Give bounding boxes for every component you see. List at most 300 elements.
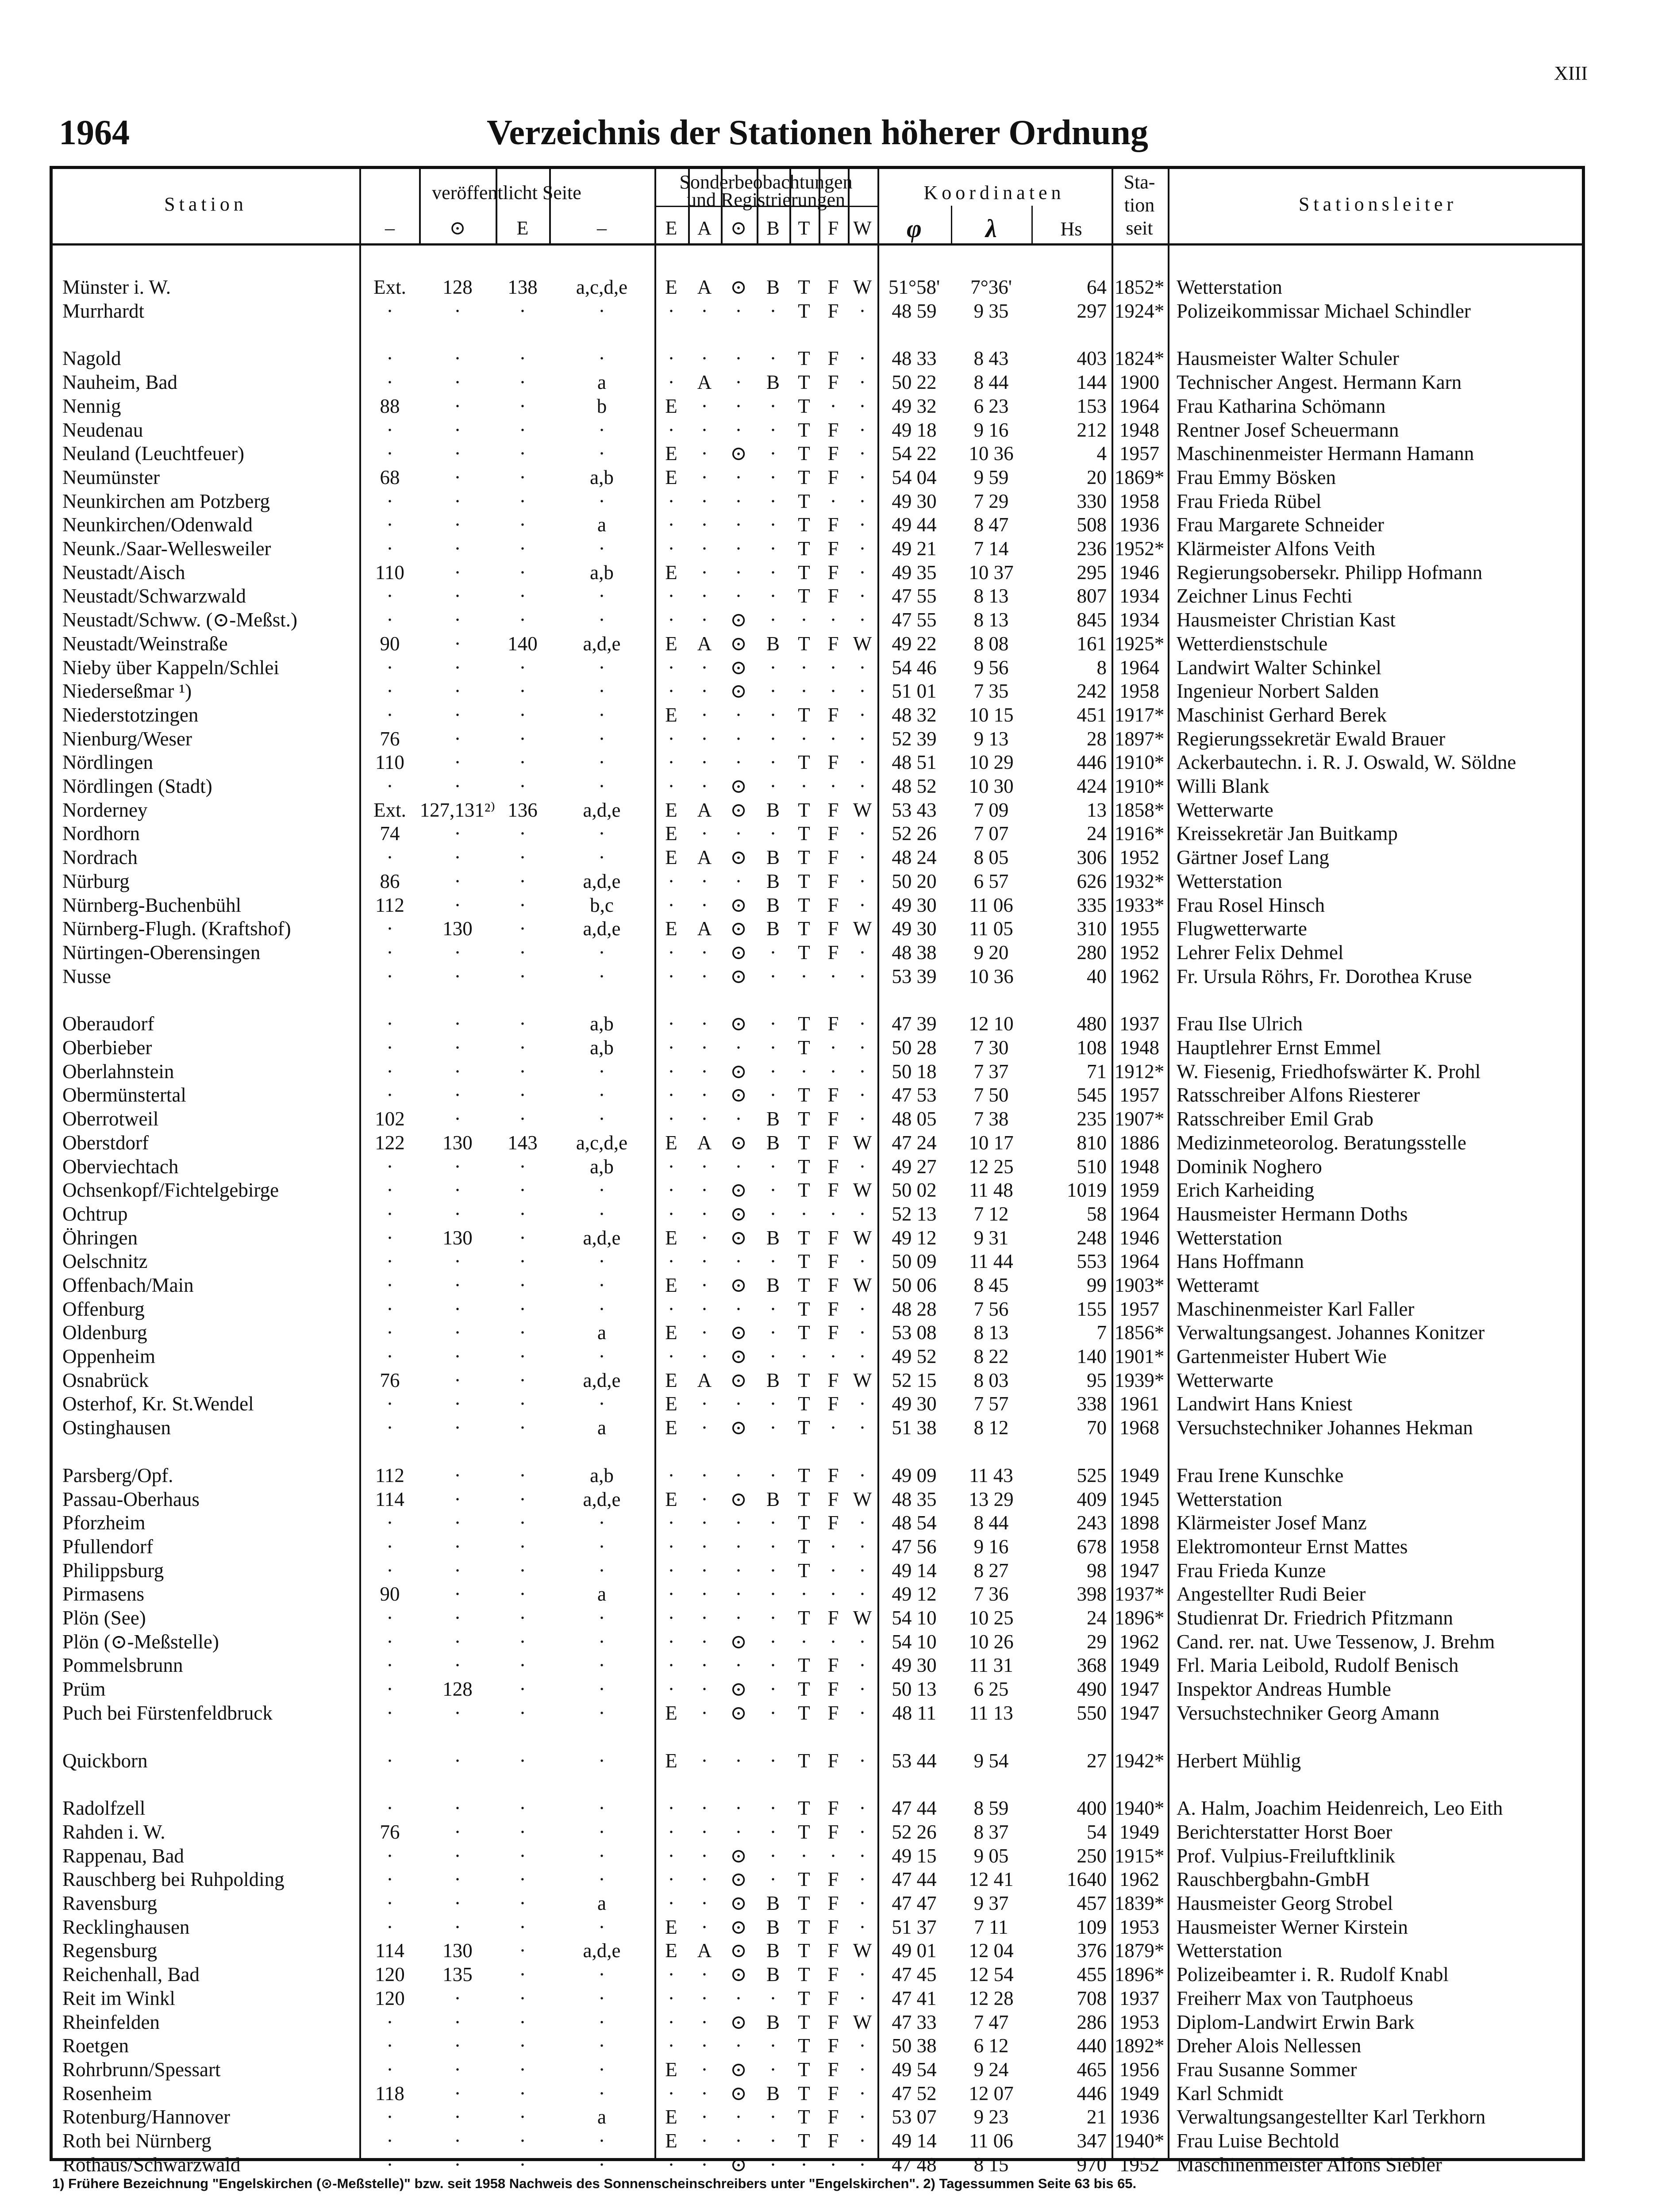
cell-pub-e: · <box>519 1559 526 1582</box>
cell-pub-general: 76 <box>380 1369 400 1391</box>
cell-station-name: Obermünstertal <box>62 1084 186 1106</box>
cell-pub-sun: · <box>454 1868 461 1890</box>
cell-pub-sun: · <box>454 1084 461 1106</box>
cell-elevation: 398 <box>1077 1583 1107 1605</box>
cell-obs-sun: · <box>735 2130 742 2152</box>
cell-elevation: 845 <box>1077 609 1107 631</box>
table-row <box>53 941 1582 964</box>
cell-obs-w: · <box>859 1203 866 1225</box>
cell-elevation: 40 <box>1087 965 1107 987</box>
cell-obs-a: · <box>701 2154 708 2176</box>
cell-pub-other: · <box>598 1060 605 1083</box>
cell-longitude: 11 31 <box>969 1654 1013 1676</box>
header-coords: Koordinaten <box>923 182 1065 204</box>
cell-obs-sun: · <box>735 1559 742 1582</box>
cell-obs-f: F <box>827 1987 839 2009</box>
cell-obs-t: T <box>798 538 810 560</box>
cell-obs-f: F <box>827 1702 839 1724</box>
cell-latitude: 54 10 <box>892 1631 937 1653</box>
cell-pub-e: · <box>519 846 526 868</box>
cell-obs-a: · <box>701 300 708 322</box>
cell-station-name: Nürnberg-Buchenbühl <box>62 894 242 916</box>
cell-pub-sun: · <box>454 2106 461 2128</box>
cell-elevation: 13 <box>1087 799 1107 821</box>
cell-obs-a: · <box>701 2130 708 2152</box>
cell-pub-other: a,b <box>590 1156 614 1178</box>
cell-pub-sun: · <box>454 1037 461 1059</box>
cell-obs-f: F <box>827 799 839 821</box>
cell-latitude: 49 14 <box>892 1559 937 1582</box>
cell-pub-sun: · <box>454 2011 461 2033</box>
cell-pub-e: · <box>519 442 526 465</box>
cell-pub-other: · <box>598 1963 605 1985</box>
cell-pub-e: · <box>519 751 526 773</box>
cell-obs-sun: · <box>735 1250 742 1272</box>
cell-obs-b: · <box>769 1060 777 1083</box>
cell-longitude: 9 59 <box>973 466 1009 488</box>
cell-longitude: 10 15 <box>969 704 1014 726</box>
cell-pub-sun: · <box>454 1156 461 1178</box>
cell-obs-b: · <box>769 1797 777 1819</box>
cell-pub-other: · <box>598 1559 605 1582</box>
cell-station-leader: Versuchstechniker Georg Amann <box>1177 1702 1440 1724</box>
cell-pub-sun: · <box>454 1417 461 1439</box>
cell-obs-b: · <box>769 585 777 607</box>
cell-obs-w: · <box>859 585 866 607</box>
cell-pub-e: · <box>519 1156 526 1178</box>
cell-pub-sun: · <box>454 347 461 369</box>
cell-obs-b: B <box>766 2011 780 2033</box>
cell-station-name: Nordrach <box>62 846 138 868</box>
cell-station-name: Nusse <box>62 965 111 987</box>
cell-obs-w: · <box>859 1060 866 1083</box>
cell-pub-sun: · <box>454 1821 461 1843</box>
cell-obs-f: · <box>830 1060 837 1083</box>
cell-longitude: 12 04 <box>969 1939 1014 1962</box>
cell-obs-b: · <box>769 490 777 512</box>
cell-pub-other: · <box>598 1678 605 1700</box>
cell-latitude: 48 54 <box>892 1512 937 1534</box>
cell-obs-b: · <box>769 1345 777 1367</box>
cell-obs-w: · <box>859 1583 866 1605</box>
cell-longitude: 8 47 <box>973 514 1009 536</box>
cell-pub-e: · <box>519 1013 526 1035</box>
cell-latitude: 47 47 <box>892 1892 937 1914</box>
cell-obs-b: B <box>766 1108 780 1130</box>
table-row <box>53 608 1582 632</box>
cell-obs-e: · <box>668 1607 675 1629</box>
cell-station-leader: Wetterstation <box>1177 870 1282 892</box>
cell-since-year: 1937 <box>1119 1987 1159 2009</box>
cell-obs-b: · <box>769 395 777 417</box>
cell-station-leader: Hausmeister Georg Strobel <box>1177 1892 1393 1914</box>
cell-obs-w: · <box>859 1559 866 1582</box>
cell-obs-t: · <box>800 775 808 797</box>
cell-pub-general: 110 <box>375 561 404 584</box>
cell-obs-e: · <box>668 1845 675 1867</box>
cell-pub-general: · <box>386 585 393 607</box>
cell-pub-sun: · <box>454 1369 461 1391</box>
cell-latitude: 54 46 <box>892 657 937 679</box>
cell-obs-sun: · <box>735 1464 742 1486</box>
cell-station-leader: Diplom-Landwirt Erwin Bark <box>1177 2011 1415 2033</box>
cell-pub-e: · <box>519 2011 526 2033</box>
cell-obs-t: T <box>798 1916 810 1938</box>
cell-obs-b: · <box>769 1702 777 1724</box>
cell-pub-general: Ext. <box>373 799 406 821</box>
cell-obs-b: B <box>766 1274 780 1296</box>
cell-station-name: Öhringen <box>62 1227 138 1249</box>
cell-obs-e: · <box>668 419 675 441</box>
cell-obs-a: · <box>701 514 708 536</box>
cell-obs-sun: ⊙ <box>730 799 747 821</box>
cell-station-leader: Maschinenmeister Alfons Siebler <box>1177 2154 1442 2176</box>
cell-since-year: 1940* <box>1114 1797 1165 1819</box>
cell-pub-e: · <box>519 1060 526 1083</box>
cell-longitude: 6 25 <box>973 1678 1009 1700</box>
table-row <box>53 750 1582 774</box>
cell-longitude: 8 13 <box>973 1321 1009 1344</box>
cell-obs-f: · <box>830 1631 837 1653</box>
cell-obs-w: · <box>859 347 866 369</box>
cell-obs-w: · <box>859 751 866 773</box>
cell-elevation: 155 <box>1077 1298 1107 1320</box>
cell-obs-sun: · <box>735 1037 742 1059</box>
cell-obs-a: A <box>697 918 712 940</box>
cell-pub-sun: 128 <box>442 276 473 298</box>
cell-obs-f: F <box>827 1156 839 1178</box>
cell-obs-w: · <box>859 680 866 702</box>
cell-station-leader: Frau Emmy Bösken <box>1177 466 1336 488</box>
cell-obs-e: · <box>668 371 675 393</box>
cell-obs-f: F <box>827 1868 839 1890</box>
cell-longitude: 10 36 <box>969 442 1014 465</box>
cell-obs-e: E <box>665 799 677 821</box>
coord-subdivider <box>951 206 952 243</box>
cell-obs-b: · <box>769 1583 777 1605</box>
cell-station-leader: Wetterstation <box>1177 1488 1282 1510</box>
cell-obs-sun: ⊙ <box>730 1345 747 1367</box>
cell-obs-a: · <box>701 442 708 465</box>
cell-obs-sun: · <box>735 2106 742 2128</box>
cell-obs-b: · <box>769 1607 777 1629</box>
cell-obs-e: E <box>665 704 677 726</box>
cell-pub-general: · <box>386 775 393 797</box>
cell-pub-sun: · <box>454 1631 461 1653</box>
cell-obs-f: F <box>827 1750 839 1772</box>
cell-obs-w: · <box>859 1678 866 1700</box>
cell-obs-t: T <box>798 1321 810 1344</box>
cell-obs-f: F <box>827 371 839 393</box>
cell-since-year: 1959 <box>1119 1179 1159 1201</box>
cell-obs-b: · <box>769 1512 777 1534</box>
cell-longitude: 9 23 <box>973 2106 1009 2128</box>
table-row <box>53 774 1582 798</box>
cell-elevation: 153 <box>1077 395 1107 417</box>
cell-obs-e: · <box>668 1108 675 1130</box>
cell-pub-other: · <box>598 490 605 512</box>
cell-pub-general: Ext. <box>373 276 406 298</box>
cell-station-name: Roth bei Nürnberg <box>62 2130 212 2152</box>
cell-latitude: 53 08 <box>892 1321 937 1344</box>
cell-pub-general: · <box>386 1203 393 1225</box>
table-row <box>53 537 1582 561</box>
cell-latitude: 53 44 <box>892 1750 937 1772</box>
cell-since-year: 1956 <box>1119 2058 1159 2081</box>
cell-station-name: Nürburg <box>62 870 130 892</box>
cell-obs-a: · <box>701 1559 708 1582</box>
cell-obs-t: · <box>800 1631 808 1653</box>
cell-obs-b: · <box>769 1678 777 1700</box>
cell-pub-general: 122 <box>375 1132 405 1154</box>
table-row <box>53 1321 1582 1344</box>
cell-pub-sun: · <box>454 870 461 892</box>
table-row <box>53 346 1582 370</box>
cell-obs-e: E <box>665 1750 677 1772</box>
cell-obs-sun: ⊙ <box>730 1845 747 1867</box>
cell-elevation: 490 <box>1077 1678 1107 1700</box>
table-row <box>53 1511 1582 1535</box>
cell-obs-a: · <box>701 965 708 987</box>
cell-obs-f: F <box>827 2058 839 2081</box>
cell-pub-general: · <box>386 490 393 512</box>
cell-obs-sun: · <box>735 822 742 845</box>
cell-obs-f: F <box>827 1654 839 1676</box>
cell-pub-other: · <box>598 1987 605 2009</box>
cell-elevation: 424 <box>1077 775 1107 797</box>
cell-pub-sun: · <box>454 371 461 393</box>
cell-pub-sun: · <box>454 442 461 465</box>
cell-latitude: 50 22 <box>892 371 937 393</box>
cell-obs-w: · <box>859 561 866 584</box>
cell-pub-other: · <box>598 2011 605 2033</box>
cell-obs-b: · <box>769 1179 777 1201</box>
cell-obs-b: · <box>769 1821 777 1843</box>
cell-obs-f: F <box>827 1321 839 1344</box>
cell-pub-e: · <box>519 1631 526 1653</box>
cell-pub-other: · <box>598 2082 605 2104</box>
table-row <box>53 513 1582 537</box>
cell-pub-e: · <box>519 2130 526 2152</box>
cell-longitude: 6 12 <box>973 2035 1009 2057</box>
cell-pub-sun: · <box>454 633 461 655</box>
cell-obs-t: T <box>798 822 810 845</box>
cell-obs-e: E <box>665 1488 677 1510</box>
cell-since-year: 1952 <box>1119 2154 1159 2176</box>
cell-obs-b: · <box>769 1559 777 1582</box>
cell-obs-sun: · <box>735 1393 742 1415</box>
header-special-2: und Registrierungen <box>686 189 846 211</box>
cell-since-year: 1953 <box>1119 2011 1159 2033</box>
cell-station-leader: Landwirt Walter Schinkel <box>1177 657 1381 679</box>
cell-latitude: 47 44 <box>892 1797 937 1819</box>
cell-obs-f: · <box>830 1559 837 1582</box>
cell-station-name: Münster i. W. <box>62 276 171 298</box>
cell-station-leader: Cand. rer. nat. Uwe Tessenow, J. Brehm <box>1177 1631 1495 1653</box>
cell-station-leader: Inspektor Andreas Humble <box>1177 1678 1391 1700</box>
cell-latitude: 47 53 <box>892 1084 937 1106</box>
cell-since-year: 1892* <box>1114 2035 1165 2057</box>
cell-pub-general: · <box>386 1037 393 1059</box>
cell-obs-a: · <box>701 1274 708 1296</box>
cell-since-year: 1958 <box>1119 1536 1159 1558</box>
cell-obs-a: A <box>697 1939 712 1962</box>
cell-obs-t: T <box>798 1821 810 1843</box>
cell-obs-sun: ⊙ <box>730 1132 747 1154</box>
header-special-1: Sonderbeobachtungen <box>679 171 853 193</box>
cell-pub-sun: · <box>454 300 461 322</box>
cell-station-name: Radolfzell <box>62 1797 146 1819</box>
cell-station-name: Neustadt/Schww. (⊙-Meßst.) <box>62 609 297 631</box>
cell-pub-e: · <box>519 1963 526 1985</box>
cell-obs-b: B <box>766 1488 780 1510</box>
cell-obs-w: · <box>859 2035 866 2057</box>
header-sp-w: W <box>853 217 872 239</box>
cell-elevation: 306 <box>1077 846 1107 868</box>
cell-obs-w: · <box>859 1963 866 1985</box>
cell-since-year: 1934 <box>1119 585 1159 607</box>
table-row <box>53 1986 1582 2010</box>
cell-obs-t: T <box>798 2130 810 2152</box>
cell-station-name: Reit im Winkl <box>62 1987 175 2009</box>
cell-pub-sun: · <box>454 1060 461 1083</box>
page-title: Verzeichnis der Stationen höherer Ordnung <box>487 113 1148 152</box>
table-row <box>53 418 1582 442</box>
cell-station-leader: Angestellter Rudi Beier <box>1177 1583 1366 1605</box>
cell-latitude: 48 51 <box>892 751 937 773</box>
cell-longitude: 8 05 <box>973 846 1009 868</box>
cell-station-leader: Dominik Noghero <box>1177 1156 1322 1178</box>
cell-obs-e: · <box>668 1250 675 1272</box>
cell-station-name: Oberbieber <box>62 1037 152 1059</box>
cell-obs-t: T <box>798 1250 810 1272</box>
cell-since-year: 1897* <box>1114 728 1165 750</box>
cell-pub-e: · <box>519 1797 526 1819</box>
cell-obs-e: E <box>665 822 677 845</box>
cell-latitude: 47 55 <box>892 585 937 607</box>
cell-obs-b: · <box>769 728 777 750</box>
cell-since-year: 1907* <box>1114 1108 1165 1130</box>
cell-pub-other: a,d,e <box>583 1939 621 1962</box>
cell-elevation: 347 <box>1077 2130 1107 2152</box>
cell-obs-a: · <box>701 1156 708 1178</box>
cell-station-leader: Berichterstatter Horst Boer <box>1177 1821 1392 1843</box>
cell-pub-sun: · <box>454 2154 461 2176</box>
cell-obs-t: · <box>800 680 808 702</box>
cell-pub-general: · <box>386 1702 393 1724</box>
cell-station-leader: Erich Karheiding <box>1177 1179 1315 1201</box>
cell-pub-other: a,d,e <box>583 1369 621 1391</box>
cell-elevation: 553 <box>1077 1250 1107 1272</box>
cell-pub-other: · <box>598 300 605 322</box>
table-row <box>53 703 1582 727</box>
cell-obs-t: · <box>800 728 808 750</box>
cell-station-name: Neunkirchen am Potzberg <box>62 490 270 512</box>
cell-pub-e: · <box>519 1488 526 1510</box>
cell-longitude: 8 59 <box>973 1797 1009 1819</box>
cell-station-leader: Polizeikommissar Michael Schindler <box>1177 300 1471 322</box>
cell-elevation: 8 <box>1096 657 1107 679</box>
cell-longitude: 9 37 <box>973 1892 1009 1914</box>
cell-latitude: 52 39 <box>892 728 937 750</box>
cell-pub-other: · <box>598 442 605 465</box>
cell-latitude: 51 37 <box>892 1916 937 1938</box>
cell-pub-general: · <box>386 1250 393 1272</box>
cell-station-name: Ravensburg <box>62 1892 158 1914</box>
cell-since-year: 1953 <box>1119 1916 1159 1938</box>
cell-since-year: 1962 <box>1119 1868 1159 1890</box>
cell-obs-b: B <box>766 1132 780 1154</box>
cell-longitude: 8 44 <box>973 1512 1009 1534</box>
cell-latitude: 53 07 <box>892 2106 937 2128</box>
cell-obs-e: E <box>665 846 677 868</box>
cell-obs-f: · <box>830 775 837 797</box>
cell-since-year: 1937 <box>1119 1013 1159 1035</box>
cell-obs-b: · <box>769 561 777 584</box>
cell-obs-b: · <box>769 442 777 465</box>
cell-obs-w: · <box>859 1108 866 1130</box>
cell-pub-e: 143 <box>508 1132 538 1154</box>
cell-obs-t: T <box>798 1179 810 1201</box>
cell-since-year: 1852* <box>1114 276 1165 298</box>
cell-latitude: 47 55 <box>892 609 937 631</box>
cell-station-leader: Frau Frieda Rübel <box>1177 490 1322 512</box>
table-row <box>53 370 1582 394</box>
cell-station-leader: W. Fiesenig, Friedhofswärter K. Prohl <box>1177 1060 1481 1083</box>
cell-obs-b: · <box>769 1464 777 1486</box>
cell-latitude: 52 26 <box>892 1821 937 1843</box>
cell-pub-general: · <box>386 1845 393 1867</box>
cell-longitude: 9 35 <box>973 300 1009 322</box>
cell-obs-w: · <box>859 846 866 868</box>
cell-since-year: 1964 <box>1119 395 1159 417</box>
cell-pub-sun: · <box>454 1250 461 1272</box>
cell-longitude: 12 41 <box>969 1868 1014 1890</box>
cell-elevation: 510 <box>1077 1156 1107 1178</box>
cell-latitude: 52 15 <box>892 1369 937 1391</box>
cell-latitude: 49 35 <box>892 561 937 584</box>
cell-obs-a: A <box>697 371 712 393</box>
cell-pub-sun: 130 <box>442 1939 473 1962</box>
cell-obs-f: F <box>827 2011 839 2033</box>
cell-obs-w: · <box>859 1797 866 1819</box>
cell-elevation: 400 <box>1077 1797 1107 1819</box>
cell-longitude: 11 13 <box>969 1702 1013 1724</box>
cell-obs-b: · <box>769 609 777 631</box>
pub-subdivider <box>419 169 421 243</box>
cell-pub-general: · <box>386 1750 393 1772</box>
coord-subdivider <box>1031 206 1033 243</box>
cell-pub-e: · <box>519 941 526 964</box>
cell-obs-sun: · <box>735 1583 742 1605</box>
cell-obs-e: · <box>668 1298 675 1320</box>
cell-obs-a: · <box>701 466 708 488</box>
cell-pub-e: · <box>519 2082 526 2104</box>
cell-latitude: 49 18 <box>892 419 937 441</box>
cell-obs-f: F <box>827 300 839 322</box>
cell-obs-w: W <box>853 1369 872 1391</box>
cell-station-leader: Landwirt Hans Kniest <box>1177 1393 1353 1415</box>
cell-station-name: Pirmasens <box>62 1583 144 1605</box>
cell-station-leader: Verwaltungsangest. Johannes Konitzer <box>1177 1321 1485 1344</box>
cell-latitude: 54 04 <box>892 466 937 488</box>
cell-obs-t: T <box>798 347 810 369</box>
cell-elevation: 21 <box>1087 2106 1107 2128</box>
cell-obs-sun: · <box>735 2035 742 2057</box>
cell-since-year: 1856* <box>1114 1321 1165 1344</box>
cell-pub-other: · <box>598 751 605 773</box>
cell-pub-other: b,c <box>590 894 614 916</box>
